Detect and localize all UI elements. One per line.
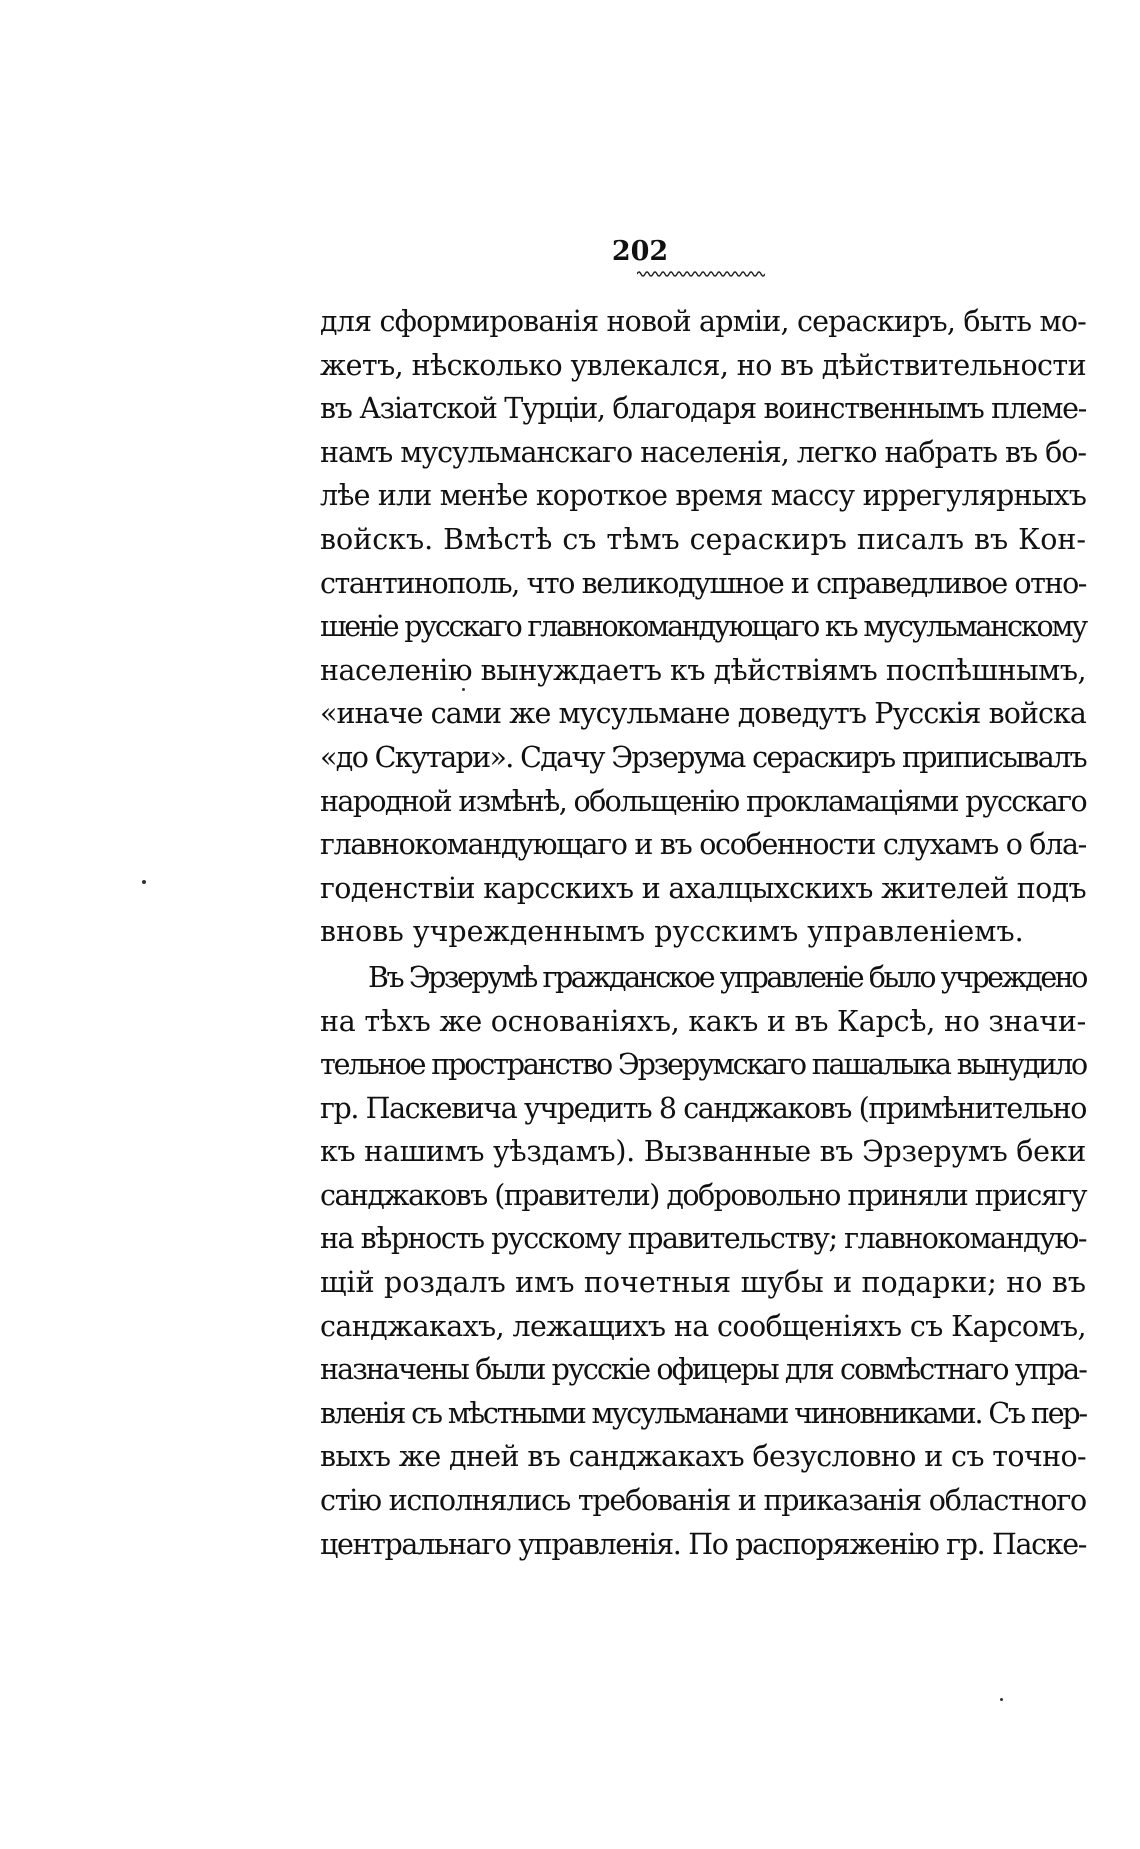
text-line: стію исполнялись требованія и приказанія областного bbox=[320, 1484, 1086, 1518]
page-number-text: 202 bbox=[611, 236, 669, 267]
text-line: жетъ, нѣсколько увлекался, но въ дѣйствительности bbox=[320, 348, 1086, 382]
text-line: лѣе или менѣе короткое время массу иррегулярныхъ bbox=[320, 479, 1086, 513]
text-line: намъ мусульманскаго населенія, легко набрать въ бо- bbox=[320, 435, 1086, 469]
text-line: тельное пространство Эрзерумскаго пашалыка вынудило bbox=[320, 1048, 1086, 1082]
text-line: въ Азіатской Турціи, благодаря воинственнымъ племе- bbox=[320, 392, 1086, 426]
text-line: назначены были русскіе офицеры для совмѣстнаго упра- bbox=[320, 1353, 1086, 1387]
text-line: выхъ же дней въ санджакахъ безусловно и съ точно- bbox=[320, 1440, 1086, 1474]
text-line: населенію вынуждаетъ къ дѣйствіямъ поспѣшнымъ, bbox=[320, 653, 1086, 687]
text-line: щій роздалъ имъ почетныя шубы и подарки; но въ bbox=[320, 1266, 1086, 1300]
text-line: шеніе русскаго главнокомандующаго къ мусульманскому bbox=[320, 610, 1086, 644]
text-line: на тѣхъ же основаніяхъ, какъ и въ Карсѣ, но значи- bbox=[320, 1004, 1086, 1038]
text-line: санджакахъ, лежащихъ на сообщеніяхъ съ Карсомъ, bbox=[320, 1309, 1086, 1343]
text-line: вновь учрежденнымъ русскимъ управленіемъ. bbox=[320, 915, 1024, 949]
speck-mark bbox=[142, 880, 146, 884]
text-line: гр. Паскевича учредить 8 санджаковъ (примѣнительно bbox=[320, 1091, 1086, 1125]
paragraph-1 bbox=[320, 300, 1086, 954]
body-text bbox=[320, 300, 1086, 1566]
ornamental-wavy-rule bbox=[637, 270, 765, 278]
page-number bbox=[0, 236, 1140, 267]
text-line: на вѣрность русскому правительству; главнокомандую- bbox=[320, 1222, 1086, 1256]
text-line: санджаковъ (правители) добровольно приняли присягу bbox=[320, 1178, 1086, 1212]
speck-mark bbox=[1000, 1698, 1003, 1701]
text-line: годенствіи карсскихъ и ахалцыхскихъ жителей подъ bbox=[320, 871, 1086, 905]
text-line: стантинополь, что великодушное и справедливое отно- bbox=[320, 566, 1086, 600]
text-line: «иначе сами же мусульмане доведутъ Русскія войска bbox=[320, 697, 1086, 731]
text-line: «до Скутари». Сдачу Эрзерума сераскиръ приписывалъ bbox=[320, 740, 1086, 774]
text-line: центральнаго управленія. По распоряженію гр. Паске- bbox=[320, 1527, 1086, 1561]
paragraph-2 bbox=[320, 956, 1086, 1566]
text-line: для сформированія новой арміи, сераскиръ, быть мо- bbox=[320, 305, 1086, 338]
text-line: Въ Эрзерумѣ гражданское управленіе было учреждено bbox=[368, 960, 1086, 994]
text-line: вленія съ мѣстными мусульманами чиновниками. Съ пер- bbox=[320, 1396, 1086, 1430]
text-line: главнокомандующаго и въ особенности слухамъ о бла- bbox=[320, 828, 1086, 862]
text-line: къ нашимъ уѣздамъ). Вызванные въ Эрзерумъ беки bbox=[320, 1135, 1086, 1169]
text-line: войскъ. Вмѣстѣ съ тѣмъ сераскиръ писалъ въ Кон- bbox=[320, 522, 1086, 556]
speck-mark bbox=[462, 688, 465, 691]
text-line: народной измѣнѣ, обольщенію прокламаціями русскаго bbox=[320, 784, 1086, 818]
